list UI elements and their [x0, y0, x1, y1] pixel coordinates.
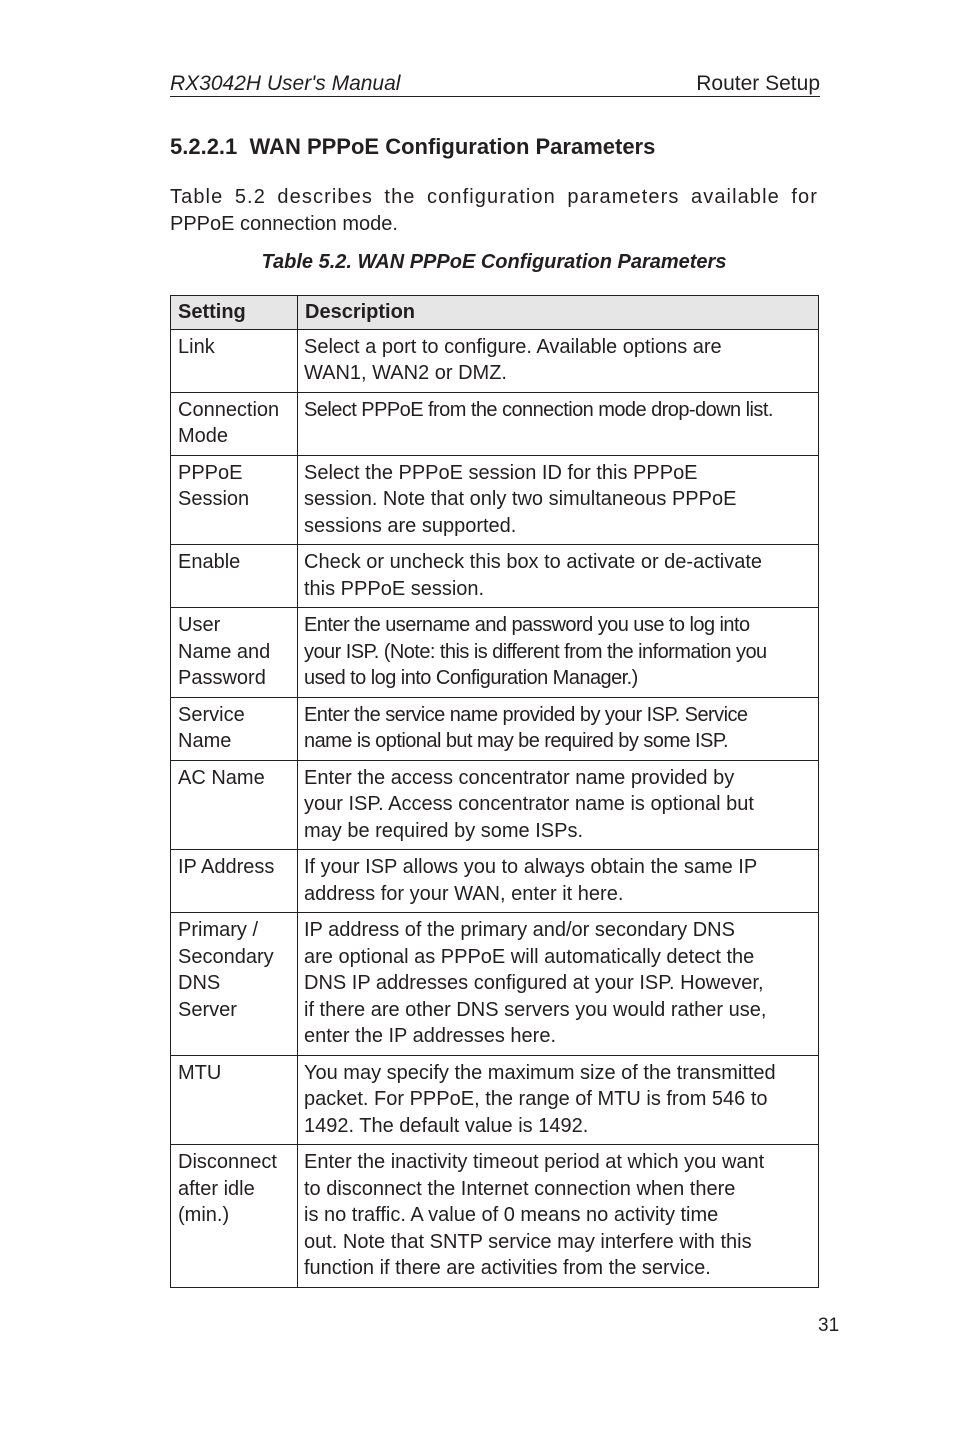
- description-line: may be required by some ISPs.: [304, 819, 584, 842]
- setting-line: (min.): [178, 1204, 230, 1226]
- description-cell: [298, 913, 819, 1056]
- setting-line: Secondary: [178, 945, 274, 968]
- description-cell: [298, 850, 819, 913]
- setting-cell: [171, 329, 298, 392]
- description-line: packet. For PPPoE, the range of MTU is from 546 to: [304, 1088, 768, 1110]
- setting-line: Service: [178, 703, 245, 726]
- description-line: Enter the inactivity timeout period at which you want: [304, 1151, 765, 1173]
- description-cell: [298, 545, 819, 608]
- description-line: DNS IP addresses configured at your ISP. However,: [304, 972, 764, 994]
- description-line: name is optional but may be required by some ISP.: [304, 730, 729, 752]
- description-cell: [298, 455, 819, 545]
- table-row: [171, 850, 819, 913]
- setting-line: Enable: [178, 551, 241, 573]
- setting-line: Mode: [178, 425, 229, 447]
- description-line: Enter the username and password you use to log into: [304, 614, 750, 636]
- setting-line: IP Address: [178, 856, 275, 878]
- setting-line: Name: [178, 730, 232, 752]
- setting-cell: [171, 760, 298, 850]
- description-line: 1492. The default value is 1492.: [304, 1114, 589, 1137]
- setting-line: MTU: [178, 1061, 222, 1084]
- description-line: to disconnect the Internet connection when there: [304, 1177, 736, 1200]
- description-line: Select the PPPoE session ID for this PPPoE: [304, 461, 698, 484]
- description-line: is no traffic. A value of 0 means no activity time: [304, 1204, 719, 1226]
- description-line: out. Note that SNTP service may interfere with this: [304, 1230, 752, 1253]
- description-cell: [298, 392, 819, 455]
- description-line: used to log into Configuration Manager.): [304, 667, 638, 689]
- running-header: [170, 72, 820, 97]
- description-line: If your ISP allows you to always obtain the same IP: [304, 856, 758, 878]
- table-header-row: [171, 296, 819, 330]
- description-line: session. Note that only two simultaneous PPPoE: [304, 488, 737, 510]
- setting-line: Link: [178, 335, 215, 358]
- setting-cell: [171, 1145, 298, 1288]
- setting-cell: [171, 608, 298, 698]
- setting-line: User: [178, 614, 221, 636]
- setting-cell: [171, 697, 298, 760]
- intro-line-1: Table 5.2 describes the configuration parameters available for: [170, 186, 818, 208]
- description-line: this PPPoE session.: [304, 577, 485, 600]
- description-line: are optional as PPPoE will automatically detect the: [304, 945, 755, 968]
- section-name: Router Setup: [696, 72, 820, 95]
- description-line: Select a port to configure. Available options are: [304, 335, 722, 358]
- description-line: Enter the service name provided by your ISP. Service: [304, 703, 748, 726]
- setting-cell: [171, 850, 298, 913]
- table-row: [171, 913, 819, 1056]
- page-number: 31: [818, 1315, 840, 1336]
- intro-paragraph: [170, 184, 818, 238]
- description-line: WAN1, WAN2 or DMZ.: [304, 362, 507, 384]
- table-row: [171, 760, 819, 850]
- description-line: address for your WAN, enter it here.: [304, 882, 624, 905]
- description-line: Select PPPoE from the connection mode drop-down list.: [304, 398, 773, 421]
- setting-cell: [171, 913, 298, 1056]
- setting-line: Disconnect: [178, 1151, 277, 1173]
- description-line: You may specify the maximum size of the transmitted: [304, 1061, 776, 1084]
- description-line: enter the IP addresses here.: [304, 1025, 557, 1047]
- header-description: Description: [298, 296, 819, 330]
- setting-line: Connection: [178, 398, 280, 421]
- table-row: [171, 392, 819, 455]
- description-cell: [298, 697, 819, 760]
- table-row: [171, 1055, 819, 1145]
- description-line: your ISP. (Note: this is different from the information you: [304, 640, 767, 663]
- setting-cell: [171, 545, 298, 608]
- section-heading: 5.2.2.1 WAN PPPoE Configuration Parameters: [170, 134, 656, 159]
- setting-line: Server: [178, 998, 237, 1021]
- description-cell: [298, 1055, 819, 1145]
- description-line: Enter the access concentrator name provided by: [304, 766, 735, 789]
- setting-line: DNS: [178, 972, 221, 994]
- description-line: your ISP. Access concentrator name is optional but: [304, 793, 754, 815]
- setting-line: Primary /: [178, 919, 258, 941]
- description-line: function if there are activities from the service.: [304, 1257, 711, 1279]
- table-row: [171, 1145, 819, 1288]
- setting-cell: [171, 455, 298, 545]
- setting-line: Name and: [178, 640, 271, 663]
- setting-cell: [171, 392, 298, 455]
- table-row: [171, 455, 819, 545]
- table-caption: Table 5.2. WAN PPPoE Configuration Parameters: [261, 251, 727, 273]
- description-cell: [298, 329, 819, 392]
- manual-title: RX3042H User's Manual: [170, 72, 401, 95]
- description-cell: [298, 1145, 819, 1288]
- setting-line: Password: [178, 667, 266, 689]
- description-line: if there are other DNS servers you would rather use,: [304, 998, 767, 1021]
- description-cell: [298, 608, 819, 698]
- setting-cell: [171, 1055, 298, 1145]
- parameters-table: [170, 295, 819, 1288]
- setting-line: AC Name: [178, 766, 265, 789]
- setting-line: Session: [178, 488, 250, 510]
- table-row: [171, 545, 819, 608]
- table-row: [171, 608, 819, 698]
- setting-line: PPPoE: [178, 461, 243, 484]
- description-line: Check or uncheck this box to activate or de-activate: [304, 551, 763, 573]
- description-line: IP address of the primary and/or secondary DNS: [304, 919, 735, 941]
- table-row: [171, 329, 819, 392]
- intro-line-2: PPPoE connection mode.: [170, 213, 398, 235]
- description-line: sessions are supported.: [304, 514, 517, 537]
- setting-line: after idle: [178, 1177, 255, 1200]
- table-row: [171, 697, 819, 760]
- description-cell: [298, 760, 819, 850]
- header-setting: Setting: [171, 296, 298, 330]
